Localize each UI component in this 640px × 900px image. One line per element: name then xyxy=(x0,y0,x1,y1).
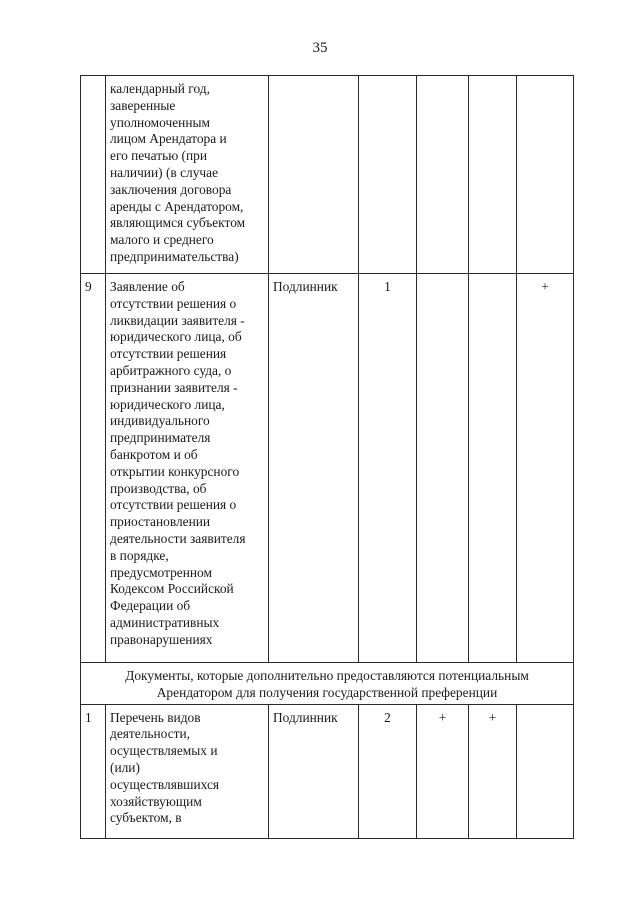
cell-mark-c xyxy=(517,76,574,274)
text-line: открытии конкурсного xyxy=(110,463,240,479)
text-line: хозяйствующим xyxy=(110,793,202,809)
text-line: его печатью (при xyxy=(110,148,208,164)
text-line: наличии) (в случае xyxy=(110,164,219,180)
text-line: календарный год, xyxy=(110,81,210,96)
text-line: индивидуального xyxy=(110,413,210,429)
cell-quantity xyxy=(359,76,417,274)
text-line: правонарушениях xyxy=(110,631,213,647)
text-line: приостановлении xyxy=(110,514,211,530)
table-row-9 xyxy=(81,274,574,663)
document-lines xyxy=(110,81,264,266)
cell-document xyxy=(106,704,269,838)
cell-mark-b xyxy=(469,76,517,274)
documents-table xyxy=(80,75,574,839)
text-line: Перечень видов xyxy=(110,709,201,725)
cell-mark-c: + xyxy=(517,274,574,663)
text-line: производства, об xyxy=(110,480,207,496)
cell-form: Подлинник xyxy=(269,704,359,838)
cell-quantity: 1 xyxy=(359,274,417,663)
text-line: субъектом, в xyxy=(110,810,182,826)
text-line: признании заявителя - xyxy=(110,379,238,395)
text-line: осуществлявшихся xyxy=(110,776,220,792)
cell-quantity: 2 xyxy=(359,704,417,838)
text-line: малого и среднего xyxy=(110,232,214,248)
text-line: (или) xyxy=(110,759,140,775)
text-line: Арендатором для получения государственной преференции xyxy=(156,684,498,700)
text-line: Кодексом Российской xyxy=(110,581,234,597)
document-lines xyxy=(110,279,264,649)
text-line: предпринимательства) xyxy=(110,248,239,264)
text-line: лицом Арендатора и xyxy=(110,131,227,147)
text-line: административных xyxy=(110,614,220,630)
section-header xyxy=(81,663,574,705)
section-header-lines xyxy=(85,668,569,702)
cell-mark-b: + xyxy=(469,704,517,838)
text-line: отсутствии решения xyxy=(110,346,227,362)
text-line: заключения договора xyxy=(110,181,232,197)
text-line: заверенные xyxy=(110,97,176,113)
cell-mark-a xyxy=(417,274,469,663)
page-number: 35 xyxy=(312,40,328,56)
text-line: Заявление об xyxy=(110,279,185,294)
text-line: осуществляемых и xyxy=(110,743,218,759)
cell-form xyxy=(269,76,359,274)
text-line: деятельности, xyxy=(110,726,191,742)
text-line: предусмотренном xyxy=(110,564,212,580)
cell-number: 9 xyxy=(81,274,106,663)
text-line: в порядке, xyxy=(110,547,169,563)
text-line: банкротом и об xyxy=(110,446,198,462)
table-row-1 xyxy=(81,704,574,838)
text-line: аренды с Арендатором, xyxy=(110,198,244,214)
text-line: арбитражного суда, о xyxy=(110,362,232,378)
cell-mark-a: + xyxy=(417,704,469,838)
text-line: юридического лица, xyxy=(110,396,225,412)
cell-document xyxy=(106,274,269,663)
cell-mark-a xyxy=(417,76,469,274)
document-lines xyxy=(110,710,264,828)
text-line: Документы, которые дополнительно предоставляются потенциальным xyxy=(125,668,529,683)
cell-number: 1 xyxy=(81,704,106,838)
table-row-continuation xyxy=(81,76,574,274)
text-line: Федерации об xyxy=(110,598,191,614)
cell-form: Подлинник xyxy=(269,274,359,663)
text-line: деятельности заявителя xyxy=(110,530,246,546)
cell-document xyxy=(106,76,269,274)
cell-number xyxy=(81,76,106,274)
cell-mark-c xyxy=(517,704,574,838)
text-line: отсутствии решения о xyxy=(110,295,237,311)
text-line: являющимся субъектом xyxy=(110,215,246,231)
cell-mark-b xyxy=(469,274,517,663)
text-line: ликвидации заявителя - xyxy=(110,312,245,328)
table-section-header-row xyxy=(81,663,574,705)
text-line: уполномоченным xyxy=(110,114,210,130)
text-line: отсутствии решения о xyxy=(110,497,237,513)
text-line: юридического лица, об xyxy=(110,329,242,345)
text-line: предпринимателя xyxy=(110,430,211,446)
